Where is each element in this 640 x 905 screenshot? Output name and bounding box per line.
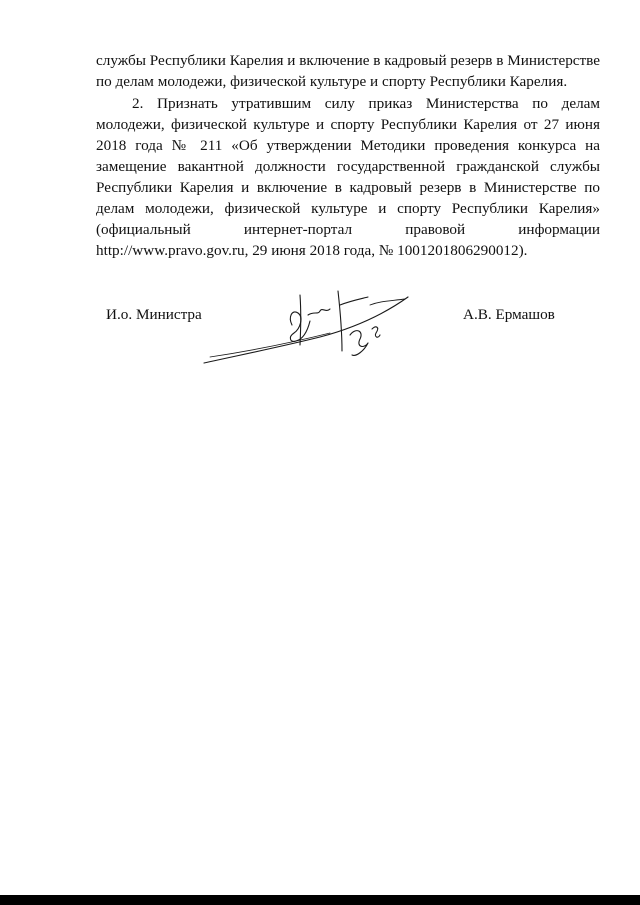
text-line: молодежи, физической культуре и спорту Республики Карелия от 27 июня [96, 116, 600, 133]
paragraph-1 [96, 50, 600, 92]
text-line: замещение вакантной должности государственной гражданской службы [96, 158, 600, 175]
text-line: 2. Признать утратившим силу приказ Министерства по делам [132, 95, 600, 112]
handwritten-signature [200, 285, 415, 370]
text-line: Республики Карелия и включение в кадровый резерв в Министерстве по [96, 179, 600, 196]
paragraph-2 [96, 93, 600, 261]
text-line: делам молодежи, физической культуре и спорту Республики Карелия» [96, 200, 600, 217]
text-line: http://www.pravo.gov.ru, 29 июня 2018 года, № 1001201806290012). [96, 242, 528, 259]
signatory-name: А.В. Ермашов [463, 306, 555, 323]
text-line: (официальный интернет-портал правовой информации [96, 221, 600, 238]
text-line: службы Республики Карелия и включение в кадровый резерв в Министерстве [96, 52, 600, 69]
text-line: по делам молодежи, физической культуре и спорту Республики Карелия. [96, 73, 568, 90]
scan-edge [0, 895, 640, 905]
text-line: 2018 года № 211 «Об утверждении Методики проведения конкурса на [96, 137, 600, 154]
signatory-title: И.о. Министра [106, 306, 202, 323]
